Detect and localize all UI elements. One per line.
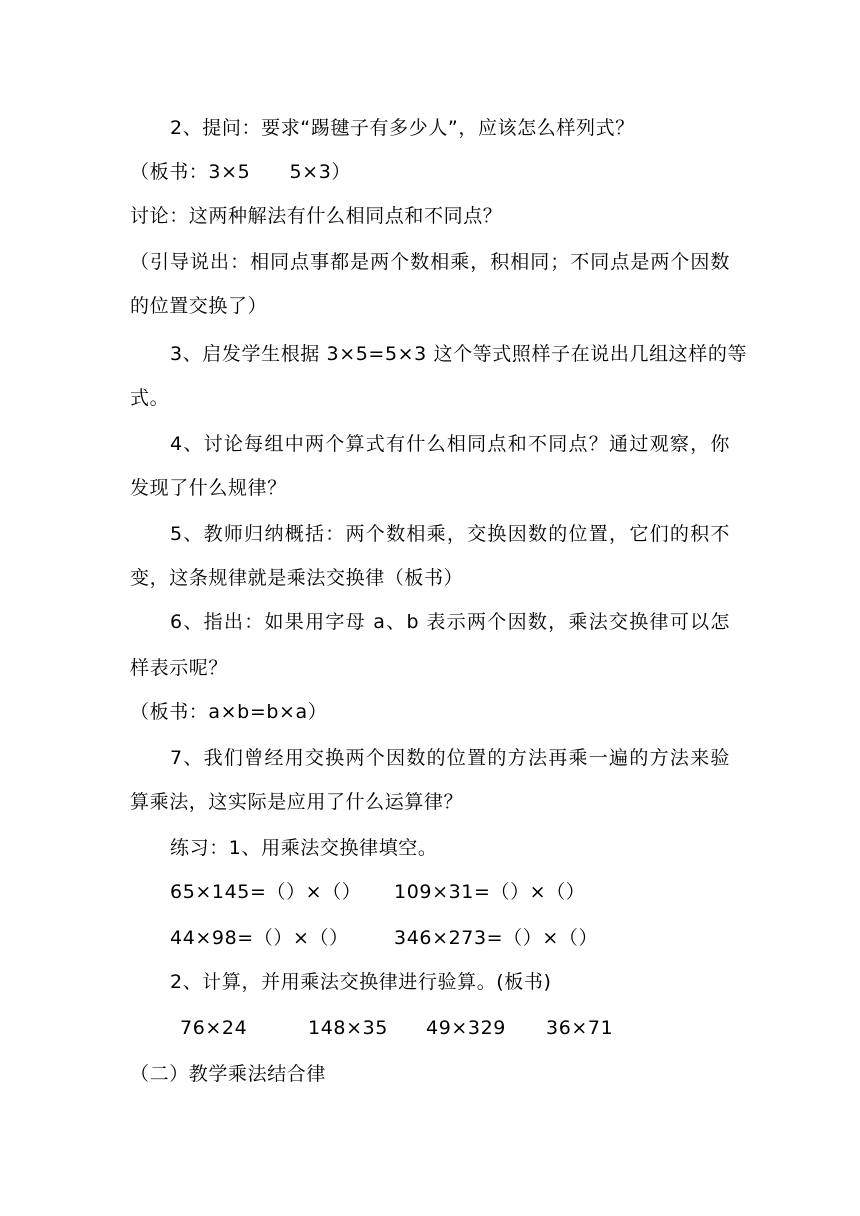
exercise-2-heading: 2、计算，并用乘法交换律进行验算。(板书) (170, 971, 552, 993)
calc-item: 148×35 (308, 1017, 388, 1039)
paragraph-question-2: 2、提问：要求“踢毽子有多少人”，应该怎么样列式？ (170, 117, 635, 139)
paragraph-5-line-2: 变，这条规律就是乘法交换律（板书） (130, 567, 464, 589)
calc-item: 49×329 (426, 1017, 506, 1039)
paragraph-3-line-2: 式。 (130, 387, 170, 409)
paragraph-3-line-1: 3、启发学生根据 3×5=5×3 这个等式照样子在说出几组这样的等 (170, 343, 748, 365)
guidance-line-1: （引导说出：相同点事都是两个数相乘，积相同；不同点是两个因数 (130, 251, 730, 273)
exercise-item: 346×273=（）×（） (394, 927, 599, 949)
exercise-item: 65×145=（）×（） (170, 881, 362, 903)
paragraph-5-line-1: 5、教师归纳概括：两个数相乘，交换因数的位置，它们的积不 (170, 523, 730, 545)
board-note-2: （板书：a×b=b×a） (130, 701, 328, 723)
calc-item: 36×71 (546, 1017, 614, 1039)
paragraph-7-line-2: 算乘法，这实际是应用了什么运算律？ (130, 791, 464, 813)
exercise-heading: 练习：1、用乘法交换律填空。 (170, 837, 438, 859)
section-heading: （二）教学乘法结合律 (130, 1063, 327, 1085)
calc-item: 76×24 (180, 1017, 248, 1039)
exercise-item: 109×31=（）×（） (394, 881, 586, 903)
paragraph-4-line-2: 发现了什么规律？ (130, 477, 287, 499)
discussion-line: 讨论：这两种解法有什么相同点和不同点？ (130, 205, 503, 227)
paragraph-4-line-1: 4、讨论每组中两个算式有什么相同点和不同点？通过观察，你 (170, 433, 730, 455)
paragraph-6-line-2: 样表示呢？ (130, 657, 229, 679)
exercise-item: 44×98=（）×（） (170, 927, 349, 949)
guidance-line-2: 的位置交换了） (130, 295, 268, 317)
board-note-1: （板书：3×5 5×3） (130, 161, 351, 183)
paragraph-7-line-1: 7、我们曾经用交换两个因数的位置的方法再乘一遍的方法来验 (170, 747, 730, 769)
paragraph-6-line-1: 6、指出：如果用字母 a、b 表示两个因数，乘法交换律可以怎 (170, 611, 730, 633)
